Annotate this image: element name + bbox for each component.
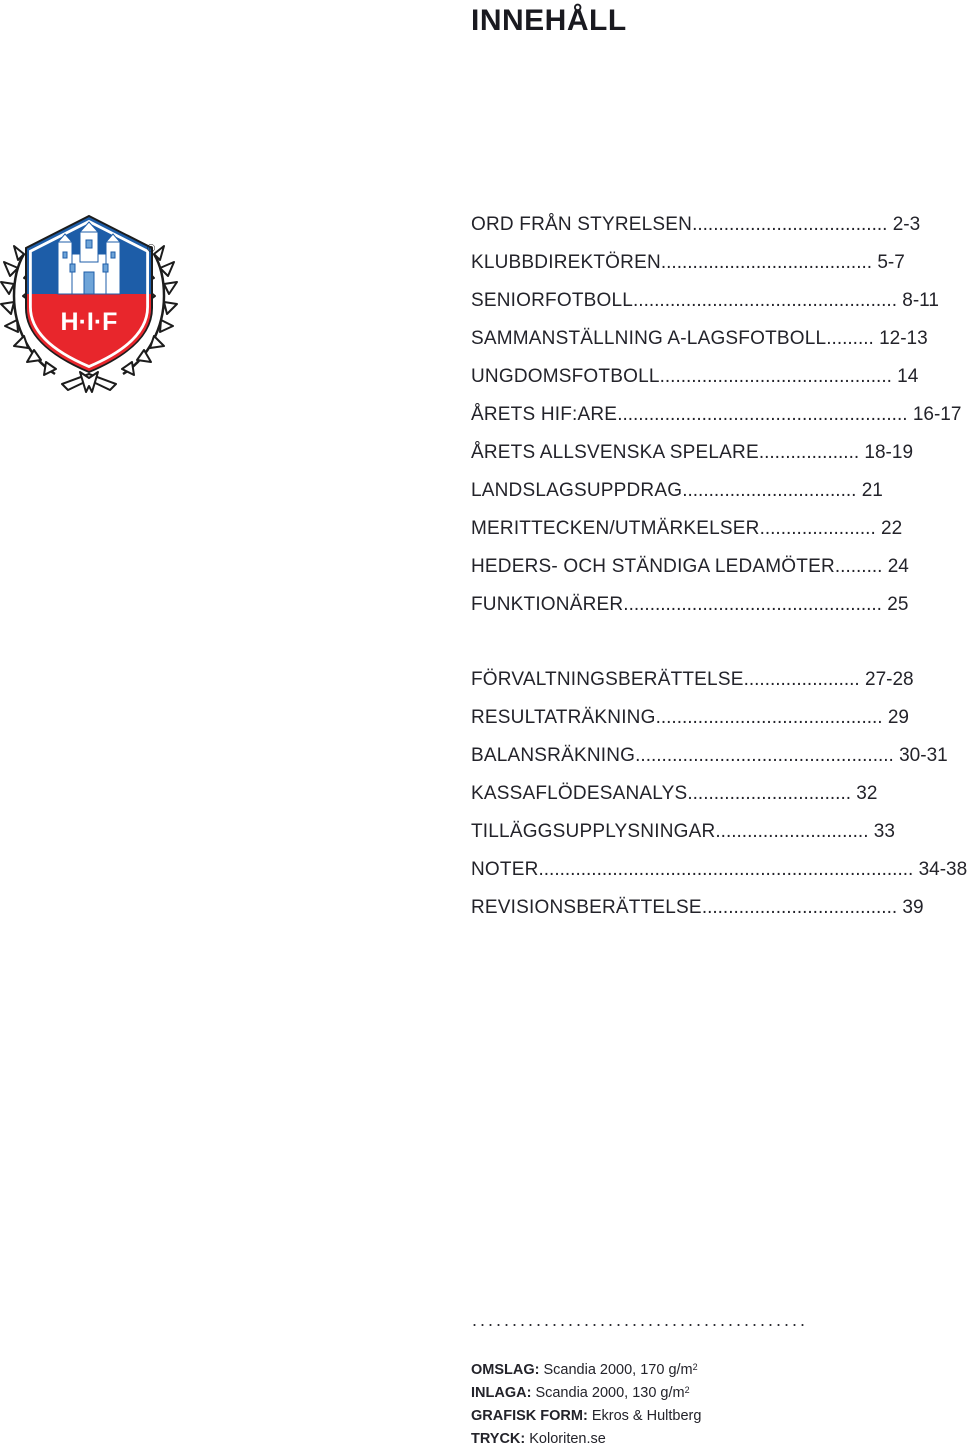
toc-entry — [471, 893, 924, 923]
toc-entry — [471, 590, 908, 620]
toc-entry-page-number: 29 — [887, 707, 909, 728]
toc-entry — [471, 855, 967, 885]
toc-entry-leader-dots: ............................. — [715, 821, 869, 842]
toc-entry-page-number: 30-31 — [899, 745, 948, 766]
toc-entry-label: UNGDOMSFOTBOLL — [471, 366, 660, 387]
toc-entry-leader-dots: ........................................... — [655, 707, 883, 728]
toc-entry-label: ÅRETS HIF:ARE — [471, 404, 618, 425]
toc-entry-leader-dots: ...................... — [759, 518, 876, 539]
toc-entry — [471, 400, 961, 430]
toc-entry-leader-dots: ......... — [834, 556, 883, 577]
toc-entry-leader-dots: ................................................. — [623, 594, 882, 615]
toc-entry-page-number: 8-11 — [902, 290, 939, 311]
toc-entry — [471, 817, 895, 847]
toc-entry-label: MERITTECKEN/UTMÄRKELSER — [471, 518, 760, 539]
toc-entry-leader-dots: ...................... — [743, 669, 860, 690]
toc-entry-label: RESULTATRÄKNING — [471, 707, 656, 728]
toc-entry-label: ORD FRÅN STYRELSEN — [471, 214, 693, 235]
toc-entry — [471, 703, 909, 733]
colophon-superscript: 2 — [692, 1362, 698, 1372]
toc-entry-page-number: 27-28 — [865, 669, 914, 690]
toc-entry-label: SAMMANSTÄLLNING A-LAGSFOTBOLL — [471, 328, 827, 349]
toc-entry-page-number: 5-7 — [877, 252, 905, 273]
toc-entry — [471, 286, 939, 316]
toc-entry-leader-dots: ........................................ — [660, 252, 873, 273]
toc-entry-leader-dots: ......... — [826, 328, 874, 349]
toc-entry — [471, 779, 877, 809]
toc-entry-page-number: 18-19 — [864, 442, 914, 463]
toc-entry-page-number: 22 — [881, 518, 903, 539]
hif-crest-logo — [0, 208, 178, 394]
toc-entry — [471, 514, 902, 544]
colophon-line — [471, 1359, 960, 1382]
toc-entry-leader-dots: ..................................... — [701, 897, 898, 918]
toc-entry-label: SENIORFOTBOLL — [471, 290, 634, 311]
toc-entry-label: HEDERS- OCH STÄNDIGA LEDAMÖTER — [471, 556, 835, 577]
toc-entry — [471, 438, 913, 468]
toc-entry-leader-dots: ....................................................... — [617, 404, 908, 425]
toc-entry-page-number: 16-17 — [912, 404, 962, 425]
colophon-value: Scandia 2000, 170 g/m — [539, 1362, 693, 1378]
toc-entry-leader-dots: ............................................ — [659, 366, 892, 387]
colophon-value: Scandia 2000, 130 g/m — [531, 1385, 685, 1401]
toc-entry-page-number: 25 — [887, 594, 909, 615]
toc-entry-page-number: 34-38 — [918, 859, 967, 880]
toc-entry-label: LANDSLAGSUPPDRAG — [471, 480, 683, 501]
footer-dotted-divider: .......................................... — [472, 1310, 809, 1330]
page-title: INNEHÅLL — [471, 4, 627, 37]
toc-entry-leader-dots: ................................. — [682, 480, 857, 501]
toc-entry-label: FUNKTIONÄRER — [471, 594, 624, 615]
toc-entry-leader-dots: .................................................. — [633, 290, 897, 311]
toc-entry — [471, 210, 920, 240]
toc-entry-leader-dots: ............................... — [687, 783, 852, 804]
toc-entry — [471, 248, 905, 278]
toc-entry-leader-dots: ................................................. — [635, 745, 894, 766]
toc-entry — [471, 324, 928, 354]
toc-entry-page-number: 32 — [856, 783, 878, 804]
toc-entry-page-number: 33 — [873, 821, 895, 842]
toc-entry-label: TILLÄGGSUPPLYSNINGAR — [471, 821, 716, 842]
toc-entry-leader-dots: ....................................................................... — [538, 859, 914, 880]
colophon-value: Ekros & Hultberg — [587, 1408, 702, 1424]
colophon-key: TRYCK: — [471, 1431, 526, 1447]
toc-entry-leader-dots: ................... — [758, 442, 860, 463]
registered-mark: ® — [146, 243, 156, 255]
toc-entry-label: FÖRVALTNINGSBERÄTTELSE — [471, 669, 744, 690]
toc-entry-label: REVISIONSBERÄTTELSE — [471, 897, 702, 918]
colophon-line — [471, 1405, 960, 1428]
toc-entry — [471, 552, 909, 582]
colophon-key: OMSLAG: — [471, 1362, 540, 1378]
toc-entry-page-number: 21 — [861, 480, 883, 501]
colophon-key: GRAFISK FORM: — [471, 1408, 588, 1424]
ribbon-bow — [62, 372, 116, 392]
toc-entry-label: BALANSRÄKNING — [471, 745, 636, 766]
toc-entry — [471, 476, 883, 506]
colophon-key: INLAGA: — [471, 1385, 532, 1401]
toc-entry-page-number: 12-13 — [879, 328, 928, 349]
toc-entry-page-number: 24 — [887, 556, 909, 577]
toc-entry-page-number: 14 — [897, 366, 919, 387]
toc-entry-label: ÅRETS ALLSVENSKA SPELARE — [471, 442, 759, 463]
colophon — [471, 1359, 960, 1451]
colophon-line — [471, 1428, 960, 1451]
toc-entry-page-number: 2-3 — [892, 214, 921, 235]
toc-entry-page-number: 39 — [902, 897, 924, 918]
toc-entry — [471, 362, 918, 392]
logo-letters: H·I·F — [60, 308, 118, 336]
toc-entry-label: KLUBBDIREKTÖREN — [471, 252, 661, 273]
toc-entry-leader-dots: ..................................... — [692, 214, 888, 235]
toc-entry-label: KASSAFLÖDESANALYS — [471, 783, 688, 804]
toc-entry — [471, 665, 914, 695]
colophon-value: Koloriten.se — [525, 1431, 606, 1447]
toc-entry — [471, 741, 948, 771]
colophon-superscript: 2 — [684, 1385, 690, 1395]
colophon-line — [471, 1382, 960, 1405]
toc-entry-label: NOTER — [471, 859, 539, 880]
